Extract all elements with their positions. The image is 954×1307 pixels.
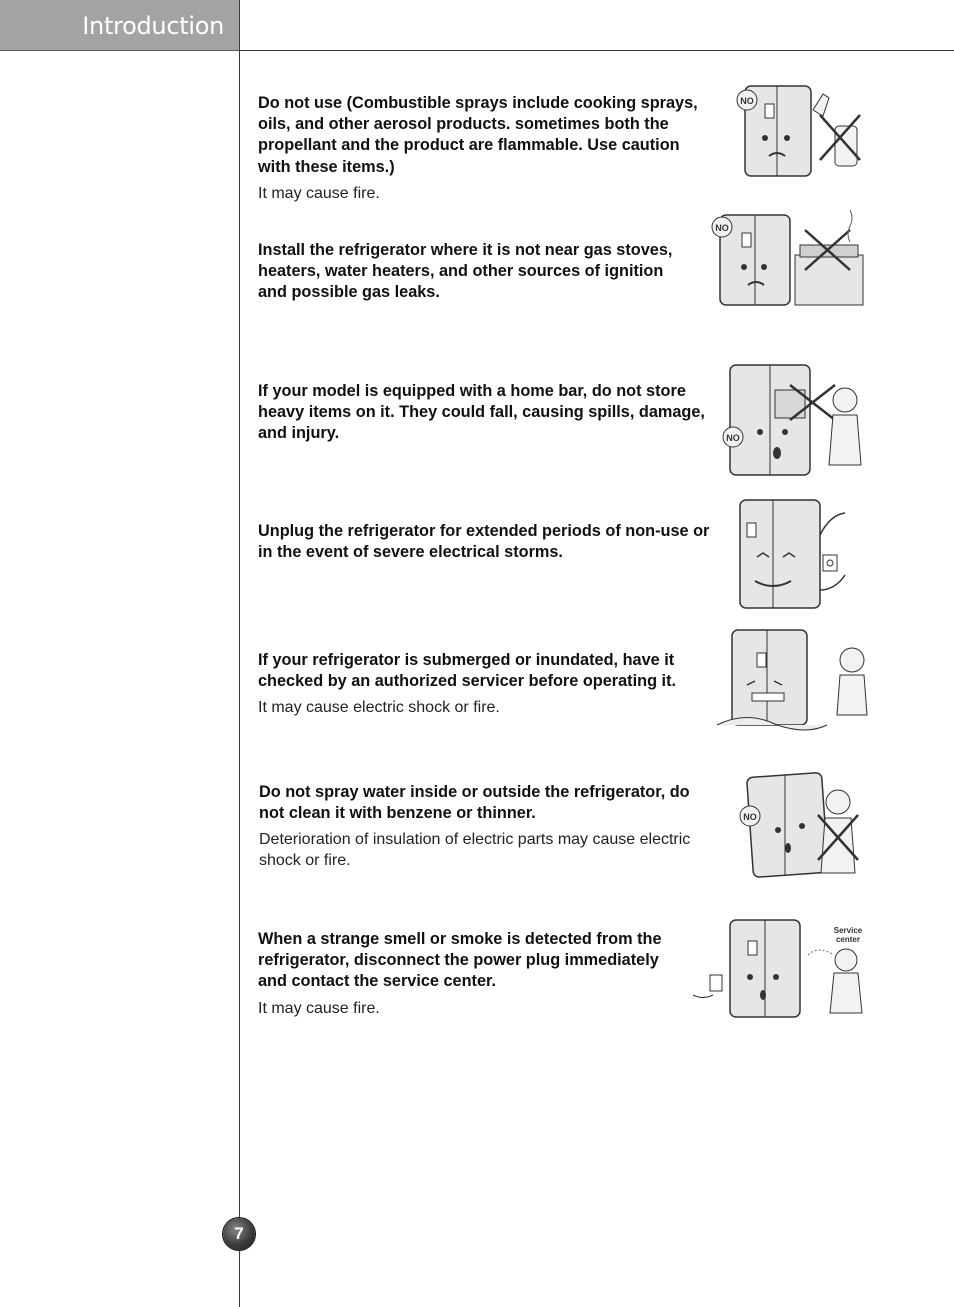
warning-desc: It may cause fire. (258, 184, 380, 202)
page-number-badge: 7 (223, 1218, 255, 1250)
no-sign-label: NO (743, 812, 757, 822)
warning-item-home-bar (258, 381, 708, 445)
margin-rule (239, 0, 240, 1307)
warning-desc: It may cause fire. (258, 999, 380, 1017)
warning-item-spray (258, 93, 698, 204)
warning-item-water-spray (259, 782, 704, 871)
no-sign-label: NO (740, 96, 754, 106)
fridge-water-spray-icon (730, 760, 870, 885)
service-label-line1: Service (833, 926, 863, 935)
warning-title: If your refrigerator is submerged or inundated, have it checked by an authorized servicer before operating it. (258, 651, 677, 691)
fridge-service-center-icon (688, 915, 878, 1020)
header-tab (0, 0, 239, 51)
section-title: Introduction (82, 12, 224, 40)
warning-item-unplug (258, 521, 718, 563)
fridge-gas-stove-icon (700, 205, 870, 310)
fridge-home-bar-icon (715, 360, 865, 480)
fridge-flood-servicer-icon (712, 625, 877, 740)
warning-item-gas (258, 240, 688, 304)
fridge-unplug-icon (725, 495, 865, 613)
header-rule (239, 50, 954, 51)
service-label-line2: center (835, 935, 861, 944)
warning-title: Do not use (Combustible sprays include cooking sprays, oils, and other aerosol products. sometimes both the propellant and the product are flammable. Use caution with these items.) (258, 94, 698, 176)
warning-title: If your model is equipped with a home bar, do not store heavy items on it. They could fall, causing spills, damage, and injury. (258, 382, 705, 443)
no-sign-label: NO (715, 223, 729, 233)
warning-title: Do not spray water inside or outside the refrigerator, do not clean it with benzene or thinner. (259, 783, 690, 823)
warning-title: When a strange smell or smoke is detected from the refrigerator, disconnect the power plug immediately and contact the service center. (258, 930, 662, 991)
warning-item-submerged (258, 650, 698, 718)
warning-title: Install the refrigerator where it is not near gas stoves, heaters, water heaters, and other sources of ignition and possible gas leaks. (258, 241, 673, 302)
warning-desc: It may cause electric shock or fire. (258, 699, 500, 717)
warning-item-smell-smoke (258, 929, 688, 1019)
warning-title: Unplug the refrigerator for extended periods of non-use or in the event of severe electrical storms. (258, 522, 710, 562)
no-sign-label: NO (726, 433, 740, 443)
warning-desc: Deterioration of insulation of electric parts may cause electric shock or fire. (259, 831, 691, 870)
fridge-spray-can-icon (725, 80, 870, 180)
